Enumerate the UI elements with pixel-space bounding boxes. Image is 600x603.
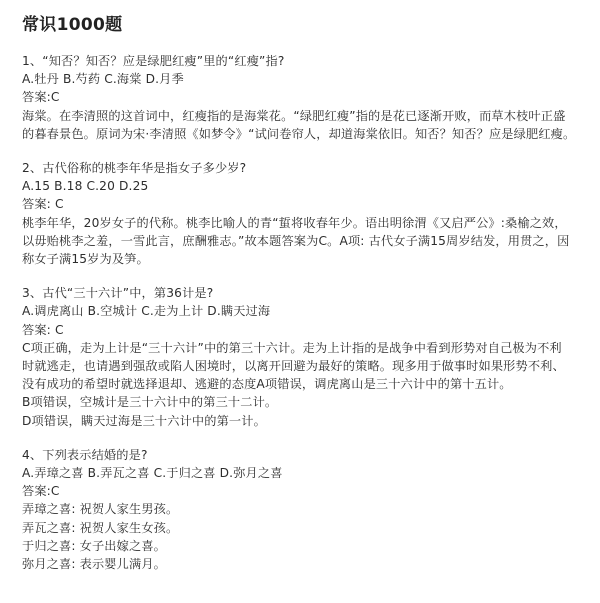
explanation-line: 弄瓦之喜: 祝贺人家生女孩。 <box>22 520 179 535</box>
explanation-line: D项错误，瞒天过海是三十六计中的第一计。 <box>22 413 266 428</box>
question-text: 4、下列表示结婚的是? <box>22 447 148 462</box>
explanation-line: 时就逃走，也请遇到强敌或陷人困境时，以离开回避为最好的策略。现多用于做事时如果形势不利、 <box>22 359 565 374</box>
question-options: A.15 B.18 C.20 D.25 <box>22 179 149 194</box>
question-text: 3、古代“三十六计”中，第36计是? <box>22 286 214 301</box>
answer-text: 答案: C <box>22 197 64 212</box>
question-text: 2、古代俗称的桃李年华是指女子多少岁? <box>22 161 247 176</box>
question-options: A.弄璋之喜 B.弄瓦之喜 C.于归之喜 D.弥月之喜 <box>22 466 283 481</box>
question-options: A.调虎离山 B.空城计 C.走为上计 D.瞒天过海 <box>22 304 271 319</box>
explanation-line: 没有成功的希望时就选择退却、逃避的态度A项错误，调虎离山是三十六计中的第十五计。 <box>22 377 512 392</box>
answer-text: 答案:C <box>22 90 60 105</box>
explanation-line: 桃李年华，20岁女子的代称。桃李比喻人的青“蜇将收春年少。语出明徐渭《又启严公》:桑榆之效， <box>22 215 567 230</box>
question-item <box>22 284 580 430</box>
question-text: 1、“知否？知否？应是绿肥红瘦”里的“红瘦”指? <box>22 54 285 68</box>
explanation-line: 以毋贻桃李之羞，一雪此言，庶酬雅志。”故本题答案为C。A项: 古代女子满15周岁结发，用贯之，因 <box>22 233 570 248</box>
explanation-line: C项正确，走为上计是“三十六计”中的第三十六计。走为上计指的是战争中看到形势对自己极为不利 <box>22 340 562 355</box>
question-item <box>22 52 580 143</box>
explanation <box>22 500 580 573</box>
page-title: 常识1000题 <box>22 15 123 35</box>
question-options: A.牡丹 B.芍药 C.海棠 D.月季 <box>22 72 184 87</box>
explanation-line: 的暮春景色。原词为宋·李清照《如梦令》“试问卷帘人，却道海棠依旧。知否？知否？应是绿肥红瘦。 <box>22 126 576 141</box>
explanation <box>22 339 580 430</box>
explanation-line: 称女子满15岁为及笋。 <box>22 252 149 267</box>
answer-text: 答案: C <box>22 322 64 337</box>
question-item <box>22 446 580 573</box>
question-item <box>22 159 580 268</box>
explanation <box>22 107 580 143</box>
explanation-line: 于归之喜: 女子出嫁之喜。 <box>22 538 166 553</box>
explanation <box>22 214 580 269</box>
explanation-line: 弥月之喜: 表示婴儿满月。 <box>22 557 166 572</box>
explanation-line: 海棠。在李清照的这首词中，红瘦指的是海棠花。“绿肥红瘦”指的是花已逐渐开败，而草木枝叶正盛 <box>22 108 566 123</box>
explanation-line: 弄璋之喜: 祝贺人家生男孩。 <box>22 502 179 517</box>
explanation-line: B项错误，空城计是三十六计中的第三十二计。 <box>22 395 278 410</box>
answer-text: 答案:C <box>22 484 60 499</box>
